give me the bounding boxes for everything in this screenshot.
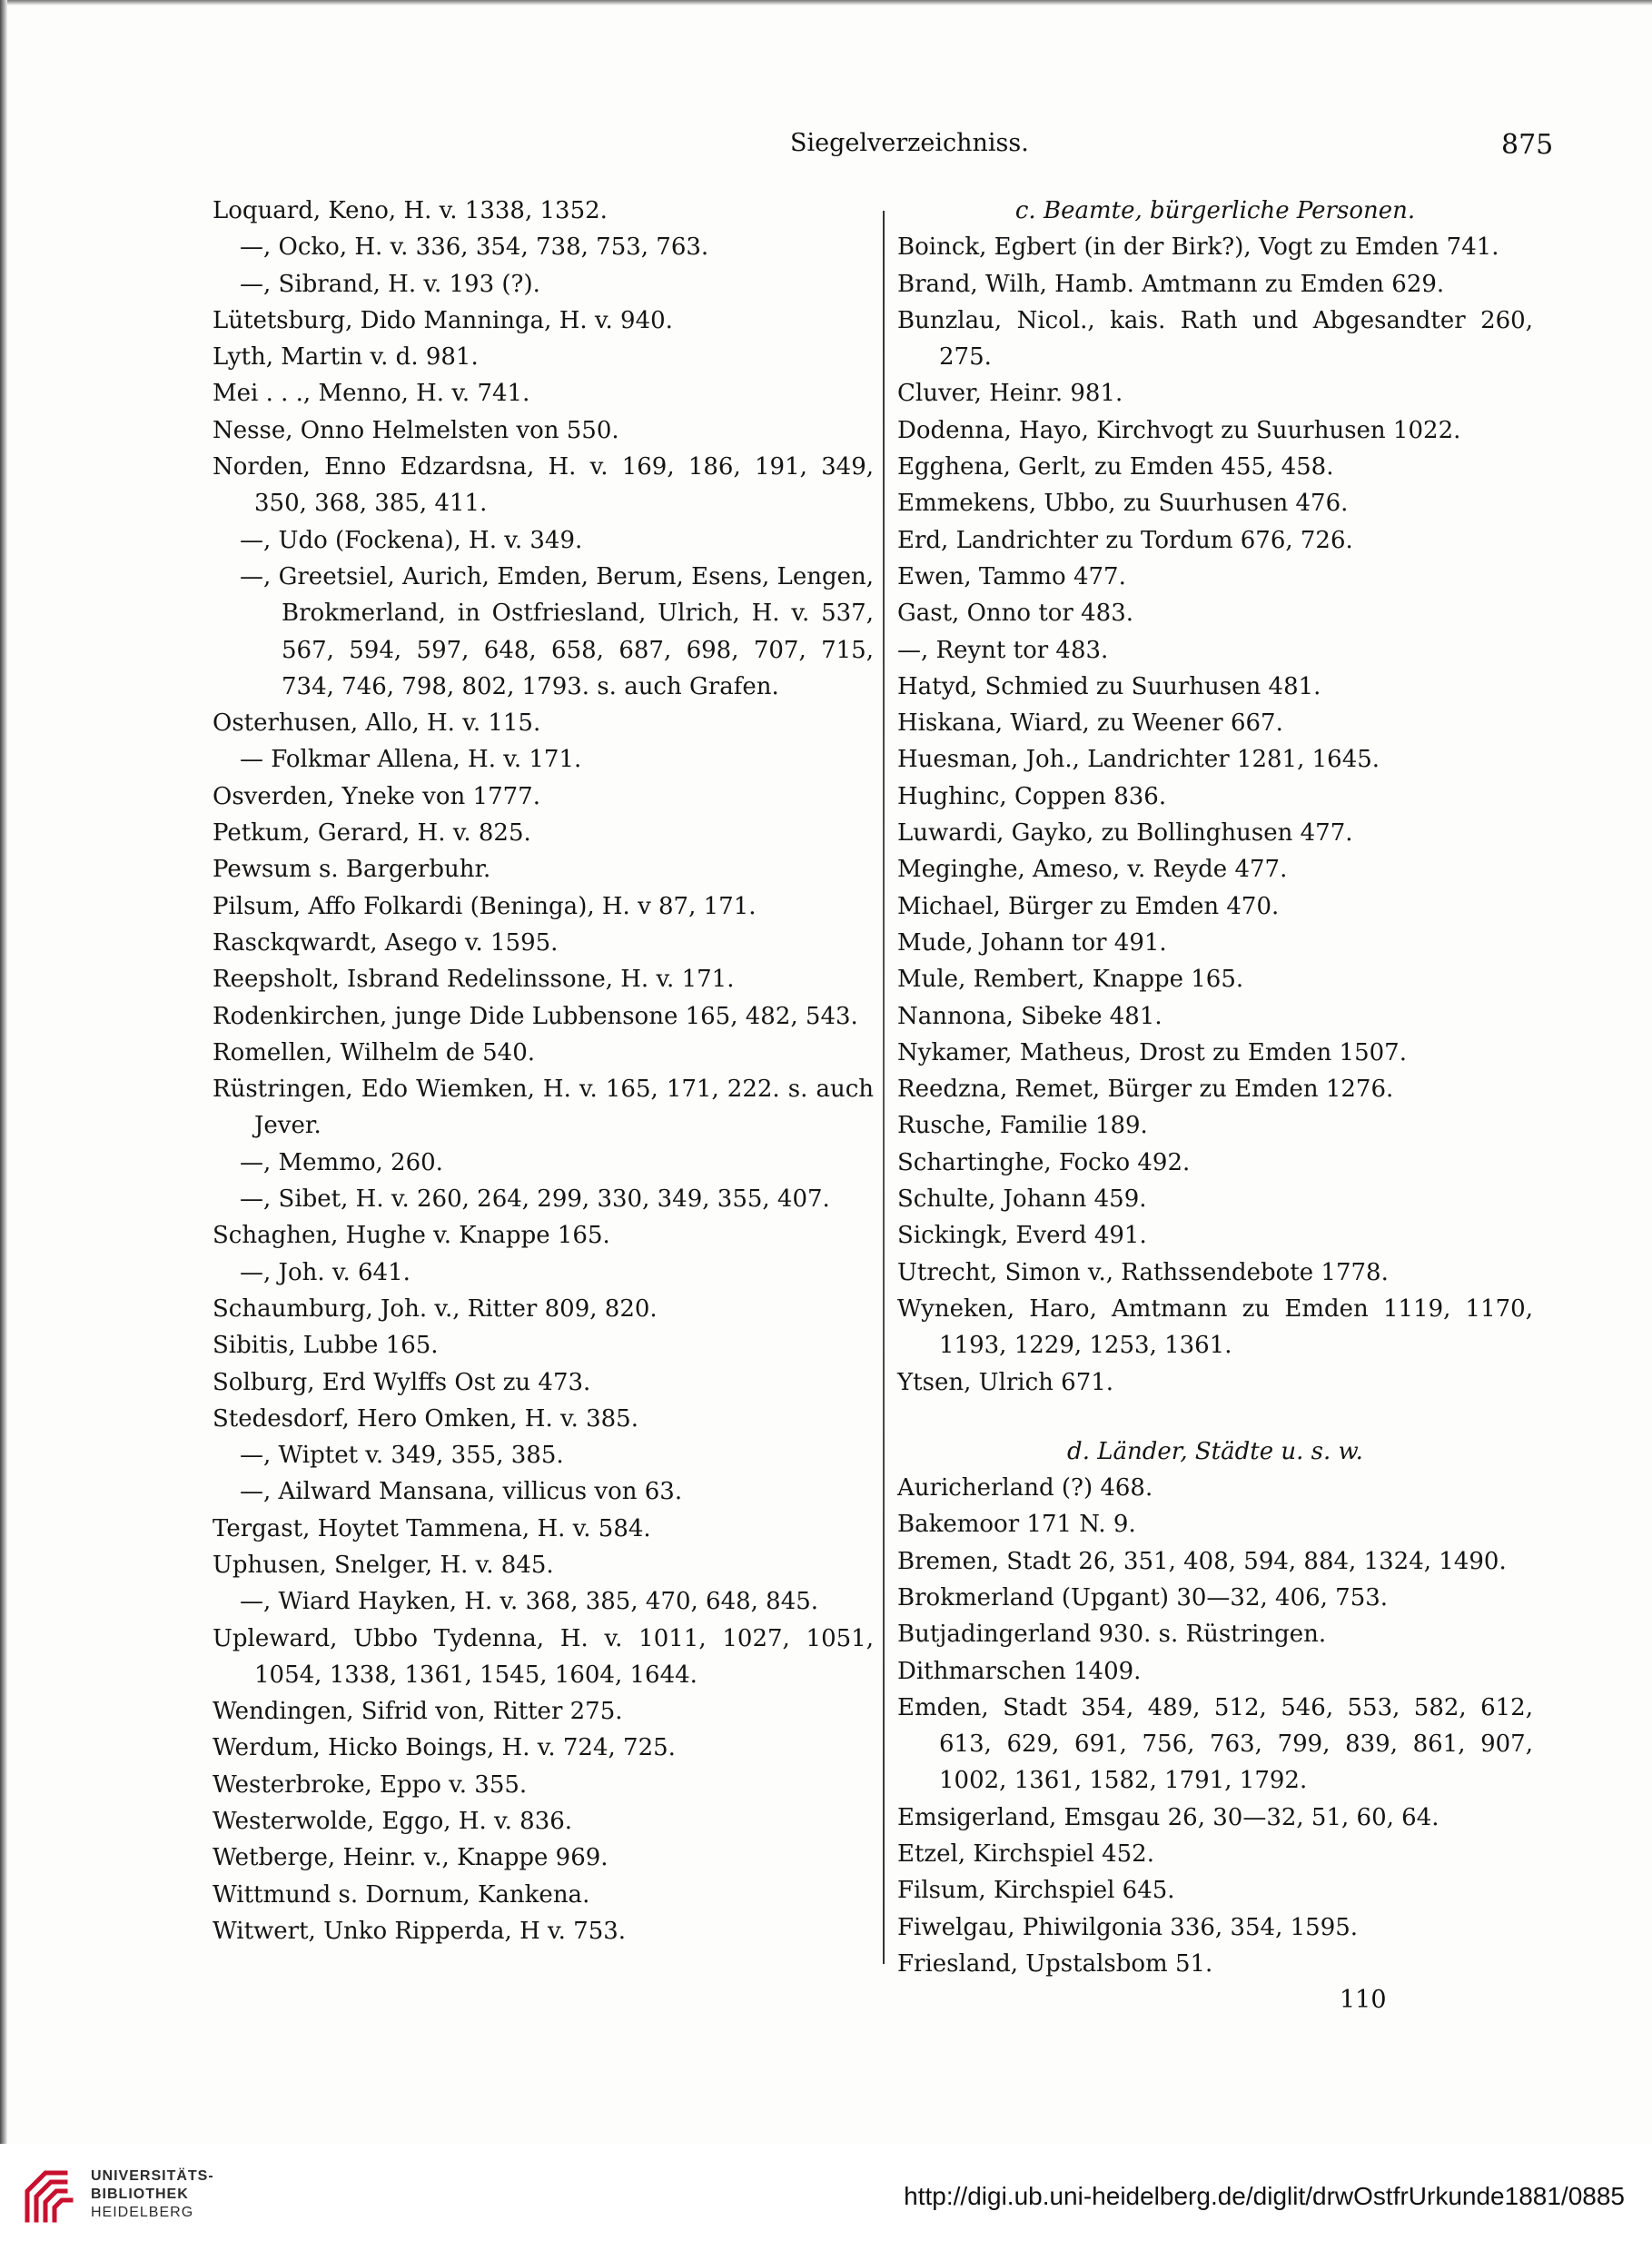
index-entry: —, Wiptet v. 349, 355, 385.: [240, 1442, 564, 1470]
index-entry: Schaghen, Hughe v. Knappe 165.: [213, 1222, 610, 1250]
index-entry: Rüstringen, Edo Wiemken, H. v. 165, 171, 222. s. auch Jever.: [213, 1076, 874, 1140]
index-entry: Schartinghe, Focko 492.: [897, 1148, 1191, 1176]
index-entry: —, Joh. v. 641.: [240, 1258, 411, 1286]
viewer-footer: [0, 2144, 1652, 2261]
index-entry: Wendingen, Sifrid von, Ritter 275.: [213, 1698, 623, 1726]
library-name-line2: BIBLIOTHEK: [91, 2187, 189, 2202]
index-entry: Osverden, Yneke von 1777.: [213, 782, 540, 810]
index-entry: Witwert, Unko Ripperda, H v. 753.: [213, 1917, 627, 1945]
index-entry: Fiwelgau, Phiwilgonia 336, 354, 1595.: [897, 1913, 1359, 1941]
index-entry: Loquard, Keno, H. v. 1338, 1352.: [213, 197, 608, 224]
library-name: [91, 2167, 214, 2222]
index-entry: Butjadingerland 930. s. Rüstringen.: [897, 1621, 1327, 1649]
section-heading-d: d. Länder, Städte u. s. w.: [1067, 1437, 1363, 1465]
page-number: 875: [1501, 129, 1554, 161]
index-entry: —, Ocko, H. v. 336, 354, 738, 753, 763.: [240, 233, 709, 262]
index-entry: Pewsum s. Bargerbuhr.: [213, 856, 491, 884]
library-name-line3: HEIDELBERG: [91, 2205, 194, 2220]
index-entry: Wyneken, Haro, Amtmann zu Emden 1119, 1170, 1193, 1229, 1253, 1361.: [897, 1294, 1533, 1360]
index-entry: Stedesdorf, Hero Omken, H. v. 385.: [213, 1404, 638, 1433]
index-entry: Nesse, Onno Helmelsten von 550.: [213, 416, 619, 444]
index-entry: Friesland, Upstalsbom 51.: [897, 1949, 1213, 1978]
index-entry: Pilsum, Affo Folkardi (Beninga), H. v 87, 171.: [213, 892, 757, 920]
index-entry: Rodenkirchen, junge Dide Lubbensone 165, 482, 543.: [213, 1002, 858, 1030]
index-entry: Gast, Onno tor 483.: [897, 600, 1133, 628]
sheet-signature-number: 110: [1340, 1986, 1387, 2014]
index-entry: Hughinc, Coppen 836.: [897, 782, 1167, 810]
section-heading-c: c. Beamte, bürgerliche Personen.: [1014, 197, 1416, 224]
index-entry: Uphusen, Snelger, H. v. 845.: [213, 1551, 554, 1579]
index-entry: Reedzna, Remet, Bürger zu Emden 1276.: [897, 1076, 1394, 1104]
index-entry: Brokmerland (Upgant) 30—32, 406, 753.: [897, 1583, 1389, 1611]
index-entry: Boinck, Egbert (in der Birk?), Vogt zu Emden 741.: [897, 233, 1499, 262]
scan-edge-top: [0, 0, 1652, 5]
index-entry: Westerbroke, Eppo v. 355.: [213, 1770, 528, 1799]
index-entry: Rasckqwardt, Asego v. 1595.: [213, 928, 559, 957]
index-entry: Sibitis, Lubbe 165.: [213, 1332, 439, 1360]
index-entry: Bremen, Stadt 26, 351, 408, 594, 884, 1324, 1490.: [897, 1547, 1507, 1575]
index-entry: Bakemoor 171 N. 9.: [897, 1511, 1136, 1539]
running-title: Siegelverzeichniss.: [790, 129, 1029, 157]
index-entry: Mei . . ., Menno, H. v. 741.: [213, 380, 530, 408]
index-entry: Cluver, Heinr. 981.: [897, 380, 1123, 408]
index-entry: —, Wiard Hayken, H. v. 368, 385, 470, 648, 845.: [240, 1588, 819, 1616]
index-entry: Norden, Enno Edzardsna, H. v. 169, 186, 191, 349, 350, 368, 385, 411.: [213, 453, 874, 518]
index-entry: —, Sibrand, H. v. 193 (?).: [240, 270, 540, 298]
entries-officials: [897, 229, 1533, 1401]
index-entry: Meginghe, Ameso, v. Reyde 477.: [897, 856, 1288, 884]
index-entry: Utrecht, Simon v., Rathssendebote 1778.: [897, 1258, 1389, 1286]
index-entry: Solburg, Erd Wylffs Ost zu 473.: [213, 1368, 591, 1396]
index-entry: Schulte, Johann 459.: [897, 1185, 1147, 1214]
index-entry: —, Sibet, H. v. 260, 264, 299, 330, 349, 355, 407.: [240, 1185, 830, 1214]
permalink-url[interactable]: http://digi.ub.uni-heidelberg.de/diglit/drwOstfrUrkunde1881/0885: [904, 2182, 1625, 2210]
index-entry: Upleward, Ubbo Tydenna, H. v. 1011, 1027, 1051, 1054, 1338, 1361, 1545, 1604, 1644.: [213, 1624, 874, 1689]
index-entry: Nannona, Sibeke 481.: [897, 1002, 1162, 1030]
ub-heidelberg-logo-icon: [18, 2164, 82, 2227]
index-entry: —, Greetsiel, Aurich, Emden, Berum, Esens, Lengen, Brokmerland, in Ostfriesland, Ulrich, H. v. 537, 567, 594, 597, 648, 658, 687, 698, 707, 715, 734, 746, 798, 802, 1793. s. auch Grafen.: [240, 562, 874, 700]
index-entry: Sickingk, Everd 491.: [897, 1222, 1147, 1250]
index-entry: Tergast, Hoytet Tammena, H. v. 584.: [213, 1514, 651, 1542]
index-entry: Westerwolde, Eggo, H. v. 836.: [213, 1808, 573, 1836]
library-name-line1: UNIVERSITÄTS-: [91, 2168, 214, 2184]
index-entry: —, Reynt tor 483.: [897, 636, 1109, 664]
index-entry: Huesman, Joh., Landrichter 1281, 1645.: [897, 746, 1380, 774]
index-entry: Brand, Wilh, Hamb. Amtmann zu Emden 629.: [897, 270, 1445, 298]
index-entry: Auricherland (?) 468.: [897, 1474, 1153, 1502]
index-entry: Etzel, Kirchspiel 452.: [897, 1840, 1154, 1869]
index-entry: Emsigerland, Emsgau 26, 30—32, 51, 60, 64.: [897, 1803, 1439, 1831]
index-entry: Werdum, Hicko Boings, H. v. 724, 725.: [213, 1734, 676, 1762]
index-entry: Mude, Johann tor 491.: [897, 928, 1167, 957]
index-entry: —, Memmo, 260.: [240, 1148, 443, 1176]
index-entry: Hiskana, Wiard, zu Weener 667.: [897, 709, 1283, 738]
index-entry: Petkum, Gerard, H. v. 825.: [213, 819, 531, 848]
index-entry: Rusche, Familie 189.: [897, 1112, 1148, 1140]
index-entry: —, Udo (Fockena), H. v. 349.: [240, 526, 583, 554]
index-entry: Emmekens, Ubbo, zu Suurhusen 476.: [897, 490, 1349, 518]
index-entry: Egghena, Gerlt, zu Emden 455, 458.: [897, 453, 1334, 481]
index-entry: Nykamer, Matheus, Drost zu Emden 1507.: [897, 1038, 1407, 1066]
entries-places: [897, 1470, 1533, 1982]
index-entry: Dithmarschen 1409.: [897, 1657, 1142, 1685]
index-entry: — Folkmar Allena, H. v. 171.: [240, 746, 582, 774]
column-divider: [883, 211, 885, 1964]
index-entry: Wittmund s. Dornum, Kankena.: [213, 1880, 590, 1909]
index-entry: Lütetsburg, Dido Manninga, H. v. 940.: [213, 306, 673, 334]
index-entry: Ytsen, Ulrich 671.: [897, 1368, 1114, 1396]
left-column: [213, 193, 874, 1982]
index-entry: —, Ailward Mansana, villicus von 63.: [240, 1478, 683, 1506]
index-entry: Bunzlau, Nicol., kais. Rath und Abgesandter 260, 275.: [897, 306, 1533, 372]
index-entry: Schaumburg, Joh. v., Ritter 809, 820.: [213, 1294, 658, 1323]
index-entry: Filsum, Kirchspiel 645.: [897, 1877, 1175, 1905]
index-entry: Wetberge, Heinr. v., Knappe 969.: [213, 1844, 608, 1872]
index-entry: Emden, Stadt 354, 489, 512, 546, 553, 582, 612, 613, 629, 691, 756, 763, 799, 839, 861, 907, 1002, 1361, 1582, 1791, 1792.: [897, 1693, 1533, 1795]
index-entry: Dodenna, Hayo, Kirchvogt zu Suurhusen 1022.: [897, 416, 1461, 444]
right-column: [897, 193, 1533, 1982]
index-entry: Lyth, Martin v. d. 981.: [213, 343, 479, 372]
running-head: [0, 129, 1652, 169]
scan-edge-left: [0, 0, 7, 2144]
index-entry: Ewen, Tammo 477.: [897, 562, 1126, 590]
index-entry: Mule, Rembert, Knappe 165.: [897, 966, 1244, 994]
index-entry: Michael, Bürger zu Emden 470.: [897, 892, 1280, 920]
index-entry: Luwardi, Gayko, zu Bollinghusen 477.: [897, 819, 1353, 848]
index-entry: Romellen, Wilhelm de 540.: [213, 1038, 536, 1066]
index-entry: Hatyd, Schmied zu Suurhusen 481.: [897, 672, 1321, 700]
index-entry: Osterhusen, Allo, H. v. 115.: [213, 709, 541, 738]
index-entry: Reepsholt, Isbrand Redelinssone, H. v. 171.: [213, 966, 735, 994]
index-entry: Erd, Landrichter zu Tordum 676, 726.: [897, 526, 1353, 554]
